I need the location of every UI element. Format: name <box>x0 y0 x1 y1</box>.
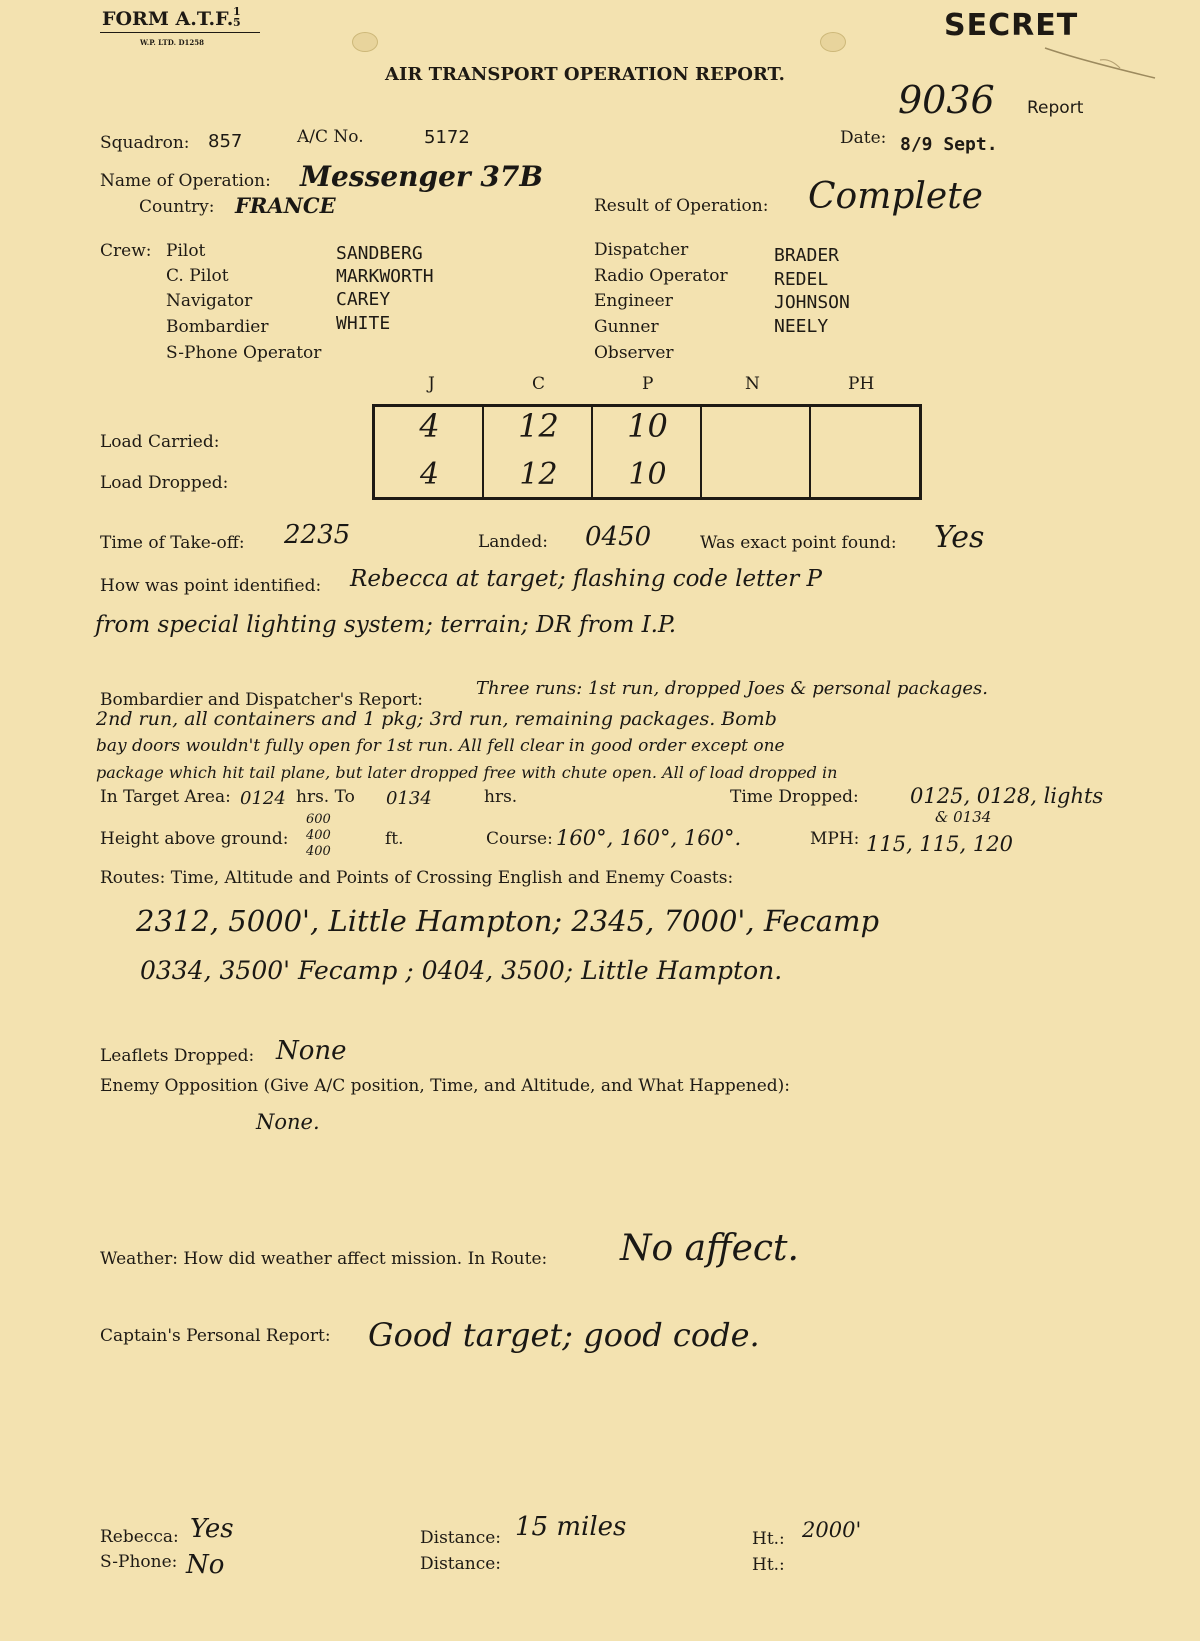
load-header-ph: PH <box>848 374 875 394</box>
captain-label: Captain's Personal Report: <box>100 1326 331 1346</box>
bombardier-label: Bombardier and Dispatcher's Report: <box>100 690 424 710</box>
ft-label: ft. <box>385 829 404 849</box>
height-value-2: 400 <box>306 828 331 843</box>
crew-name-bombardier: WHITE <box>336 313 391 334</box>
load-header-c: C <box>532 374 546 394</box>
crew-role-gunner: Gunner <box>594 317 659 337</box>
identified-label: How was point identified: <box>100 576 322 596</box>
report-label: Report <box>1027 98 1084 118</box>
exact-point-value: Yes <box>934 520 985 555</box>
enemy-value: None. <box>256 1110 320 1134</box>
squadron-label: Squadron: <box>100 133 190 153</box>
classification-stamp: SECRET <box>944 8 1079 43</box>
crew-name-navigator: CAREY <box>336 289 391 310</box>
date-label: Date: <box>840 128 887 148</box>
load-header-n: N <box>745 374 760 394</box>
form-fraction: 1 5 <box>233 5 241 29</box>
crew-role-observer: Observer <box>594 343 674 363</box>
rebecca-ht-value: 2000' <box>802 1518 862 1542</box>
punch-hole-right <box>820 32 846 52</box>
carried-j: 4 <box>419 407 440 445</box>
leaflets-value: None <box>276 1036 347 1066</box>
load-carried-label: Load Carried: <box>100 432 220 452</box>
ac-value: 5172 <box>424 127 470 148</box>
crew-role-radio: Radio Operator <box>594 266 728 286</box>
time-dropped-label: Time Dropped: <box>730 787 859 807</box>
hrs-label: hrs. <box>484 787 518 807</box>
dropped-c: 12 <box>519 457 558 492</box>
operation-value: Messenger 37B <box>300 160 544 193</box>
target-area-to: 0134 <box>386 788 432 809</box>
form-id: FORM A.T.F. <box>102 8 234 30</box>
mph-label: MPH: <box>810 829 860 849</box>
squadron-value: 857 <box>208 131 243 152</box>
height-value-3: 400 <box>306 844 331 859</box>
crew-name-gunner: NEELY <box>774 316 829 337</box>
crew-role-sphone: S-Phone Operator <box>166 343 322 363</box>
crew-label: Crew: <box>100 241 152 261</box>
identified-line-1: Rebecca at target; flashing code letter P <box>350 566 822 592</box>
crew-name-pilot: SANDBERG <box>336 243 423 264</box>
target-area-label: In Target Area: <box>100 787 231 807</box>
date-value: 8/9 Sept. <box>900 134 998 155</box>
carried-p: 10 <box>627 407 668 445</box>
sphone-distance-label: Distance: <box>420 1554 502 1574</box>
landed-label: Landed: <box>478 532 548 552</box>
dropped-p: 10 <box>628 457 667 492</box>
table-divider <box>809 407 811 497</box>
ac-label: A/C No. <box>297 127 364 147</box>
sphone-label: S-Phone: <box>100 1552 178 1572</box>
crew-role-engineer: Engineer <box>594 291 673 311</box>
bombardier-line-1: Three runs: 1st run, dropped Joes & personal packages. <box>476 678 988 699</box>
height-label: Height above ground: <box>100 829 289 849</box>
sphone-ht-label: Ht.: <box>752 1555 785 1575</box>
country-value: FRANCE <box>235 193 336 218</box>
crew-role-dispatcher: Dispatcher <box>594 240 689 260</box>
rebecca-ht-label: Ht.: <box>752 1529 785 1549</box>
load-header-j: J <box>428 374 435 394</box>
rebecca-distance-value: 15 miles <box>515 1512 627 1542</box>
target-area-from: 0124 <box>240 788 286 809</box>
weather-value: No affect. <box>620 1228 799 1269</box>
rebecca-label: Rebecca: <box>100 1527 179 1547</box>
crew-name-dispatcher: BRADER <box>774 245 840 266</box>
captain-value: Good target; good code. <box>368 1316 760 1354</box>
route-line-2: 0334, 3500' Fecamp ; 0404, 3500; Little Hampton. <box>140 956 783 985</box>
course-label: Course: <box>486 829 553 849</box>
bombardier-line-4: package which hit tail plane, but later dropped free with chute open. All of load dropped in <box>96 763 838 782</box>
bombardier-line-2: 2nd run, all containers and 1 pkg; 3rd run, remaining packages. Bomb <box>96 708 777 730</box>
leaflets-label: Leaflets Dropped: <box>100 1046 255 1066</box>
mph-value: 115, 115, 120 <box>866 832 1013 856</box>
printer-mark: W.P. LTD. D1258 <box>140 38 204 47</box>
load-header-p: P <box>642 374 654 394</box>
enemy-label: Enemy Opposition (Give A/C position, Time, and Altitude, and What Happened): <box>100 1076 791 1096</box>
weather-label: Weather: How did weather affect mission. In Route: <box>100 1249 548 1269</box>
load-table <box>372 404 922 500</box>
hrs-to-label: hrs. To <box>296 787 355 807</box>
result-label: Result of Operation: <box>594 196 769 216</box>
time-dropped-extra: & 0134 <box>935 808 992 826</box>
height-value-1: 600 <box>306 812 331 827</box>
crew-name-engineer: JOHNSON <box>774 292 850 313</box>
country-label: Country: <box>139 197 215 217</box>
crew-name-copilot: MARKWORTH <box>336 266 434 287</box>
landed-value: 0450 <box>585 522 652 552</box>
rebecca-distance-label: Distance: <box>420 1528 502 1548</box>
exact-point-label: Was exact point found: <box>700 533 897 553</box>
crew-name-radio: REDEL <box>774 269 829 290</box>
operation-label: Name of Operation: <box>100 171 271 191</box>
takeoff-label: Time of Take-off: <box>100 533 245 553</box>
time-dropped-value: 0125, 0128, lights <box>910 784 1104 808</box>
takeoff-value: 2235 <box>284 520 351 550</box>
crew-role-copilot: C. Pilot <box>166 266 229 286</box>
bombardier-line-3: bay doors wouldn't fully open for 1st run. All fell clear in good order except one <box>96 736 785 756</box>
rebecca-value: Yes <box>190 1514 234 1544</box>
route-line-1: 2312, 5000', Little Hampton; 2345, 7000', Fecamp <box>136 904 880 938</box>
result-value: Complete <box>808 176 983 217</box>
report-number: 9036 <box>898 78 995 122</box>
identified-line-2: from special lighting system; terrain; DR from I.P. <box>95 612 677 638</box>
form-title: AIR TRANSPORT OPERATION REPORT. <box>385 64 785 85</box>
dropped-j: 4 <box>419 457 440 492</box>
corner-crease <box>1040 40 1160 100</box>
sphone-value: No <box>186 1550 225 1580</box>
crew-role-bombardier: Bombardier <box>166 317 269 337</box>
course-value: 160°, 160°, 160°. <box>556 826 742 850</box>
load-dropped-label: Load Dropped: <box>100 473 229 493</box>
carried-c: 12 <box>518 407 559 445</box>
routes-label: Routes: Time, Altitude and Points of Crossing English and Enemy Coasts: <box>100 868 734 888</box>
crew-role-pilot: Pilot <box>166 241 206 261</box>
form-id-underline <box>100 32 260 33</box>
punch-hole-left <box>352 32 378 52</box>
crew-role-navigator: Navigator <box>166 291 253 311</box>
